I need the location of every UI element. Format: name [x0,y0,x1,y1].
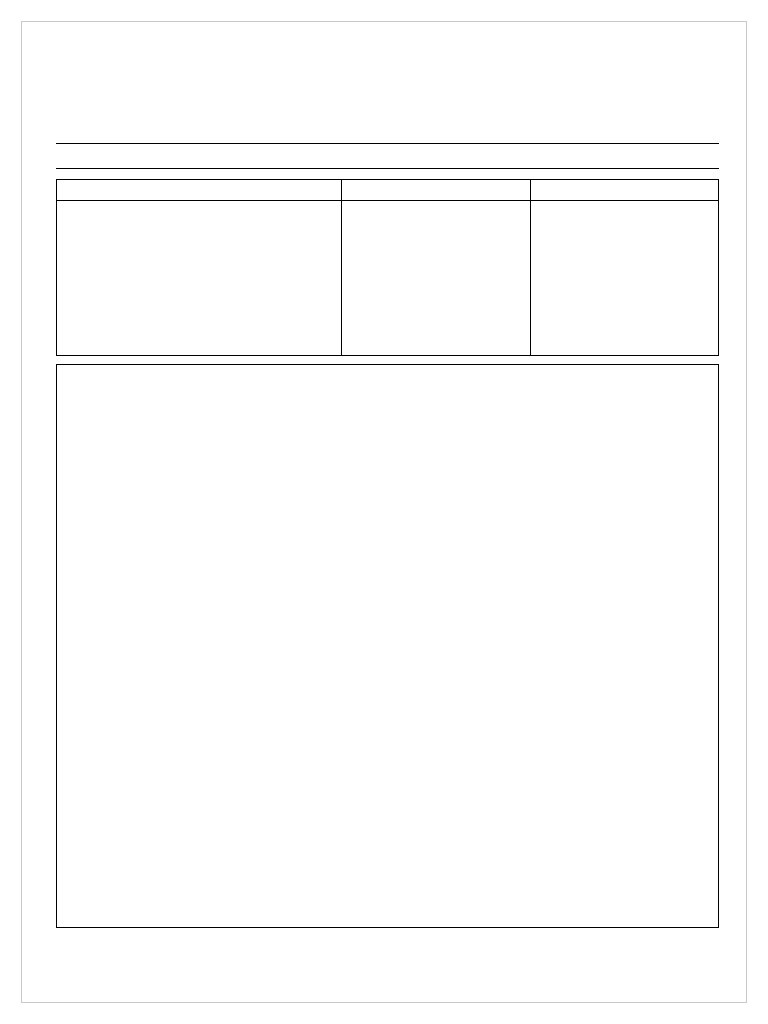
general-info-box [56,179,719,356]
cut-data-table [56,364,719,928]
title-top-rule [56,143,719,144]
title-bottom-rule [56,168,719,169]
